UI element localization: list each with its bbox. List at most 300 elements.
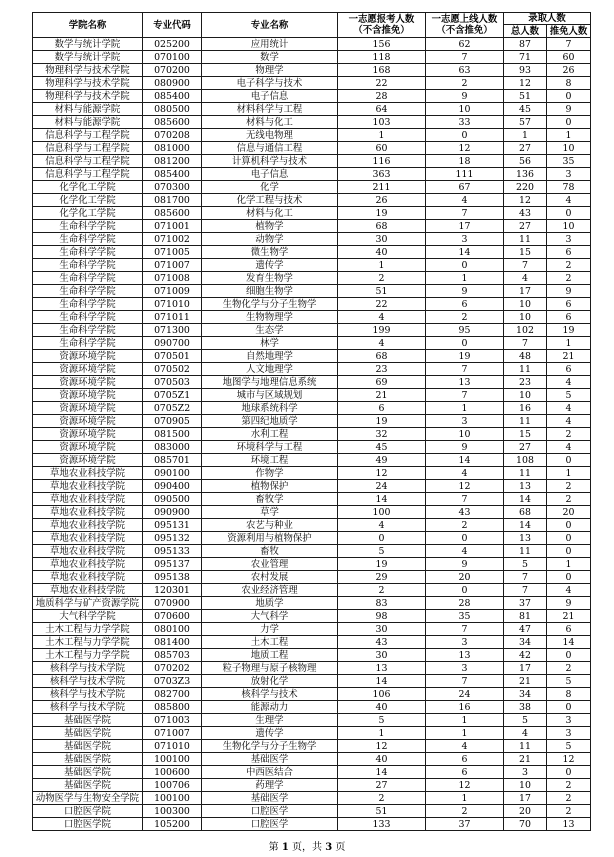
cell-major: 动物学 [202,233,338,246]
cell-admitted-total: 47 [504,623,547,636]
cell-qualified: 7 [426,207,504,220]
cell-major: 植物学 [202,220,338,233]
header-major: 专业名称 [202,13,338,38]
cell-admitted-exempt: 9 [547,597,591,610]
table-row [33,116,591,129]
cell-admitted-total: 16 [504,402,547,415]
cell-code: 090500 [143,493,202,506]
cell-admitted-exempt: 0 [547,649,591,662]
cell-qualified: 13 [426,649,504,662]
cell-admitted-exempt: 5 [547,740,591,753]
cell-applicants: 12 [338,740,426,753]
cell-code: 070900 [143,597,202,610]
cell-applicants: 199 [338,324,426,337]
cell-admitted-exempt: 2 [547,428,591,441]
cell-admitted-total: 11 [504,545,547,558]
cell-admitted-total: 17 [504,662,547,675]
table-row [33,311,591,324]
cell-college: 资源环境学院 [33,428,143,441]
cell-admitted-exempt: 0 [547,766,591,779]
cell-qualified: 1 [426,792,504,805]
cell-admitted-exempt: 21 [547,350,591,363]
cell-major: 口腔医学 [202,805,338,818]
cell-college: 生命科学学院 [33,311,143,324]
cell-admitted-total: 45 [504,103,547,116]
cell-college: 核科学与技术学院 [33,662,143,675]
cell-major: 遗传学 [202,259,338,272]
table-row [33,298,591,311]
table-row [33,506,591,519]
cell-major: 粒子物理与原子核物理 [202,662,338,675]
cell-major: 能源动力 [202,701,338,714]
cell-major: 核科学与技术 [202,688,338,701]
cell-code: 071007 [143,259,202,272]
cell-qualified: 0 [426,259,504,272]
cell-admitted-exempt: 3 [547,727,591,740]
cell-qualified: 13 [426,376,504,389]
cell-qualified: 20 [426,571,504,584]
cell-code: 085600 [143,116,202,129]
cell-admitted-total: 93 [504,64,547,77]
cell-college: 资源环境学院 [33,415,143,428]
cell-qualified: 10 [426,103,504,116]
cell-code: 081500 [143,428,202,441]
cell-college: 物理科学与技术学院 [33,64,143,77]
cell-admitted-total: 11 [504,233,547,246]
table-row [33,571,591,584]
cell-college: 草地农业科技学院 [33,493,143,506]
table-row [33,623,591,636]
cell-major: 资源利用与植物保护 [202,532,338,545]
table-row [33,233,591,246]
cell-admitted-exempt: 2 [547,480,591,493]
cell-code: 070202 [143,662,202,675]
cell-admitted-exempt: 10 [547,142,591,155]
cell-admitted-exempt: 3 [547,168,591,181]
table-row [33,142,591,155]
cell-college: 口腔医学院 [33,805,143,818]
cell-admitted-total: 7 [504,259,547,272]
cell-major: 生理学 [202,714,338,727]
cell-admitted-total: 11 [504,363,547,376]
cell-applicants: 27 [338,779,426,792]
cell-admitted-exempt: 6 [547,623,591,636]
cell-major: 地质学 [202,597,338,610]
cell-admitted-total: 5 [504,714,547,727]
cell-applicants: 14 [338,766,426,779]
cell-college: 数学与统计学院 [33,38,143,51]
page-number-current: 1 [281,842,289,853]
table-row [33,662,591,675]
cell-qualified: 1 [426,727,504,740]
cell-admitted-total: 220 [504,181,547,194]
header-college: 学院名称 [33,13,143,38]
cell-admitted-total: 10 [504,298,547,311]
cell-qualified: 0 [426,532,504,545]
cell-qualified: 111 [426,168,504,181]
cell-major: 林学 [202,337,338,350]
cell-college: 资源环境学院 [33,363,143,376]
cell-major: 农村发展 [202,571,338,584]
table-row [33,688,591,701]
cell-college: 基础医学院 [33,766,143,779]
cell-code: 105200 [143,818,202,831]
cell-qualified: 9 [426,441,504,454]
header-row-top [33,13,591,25]
cell-applicants: 19 [338,415,426,428]
cell-code: 071005 [143,246,202,259]
cell-admitted-total: 108 [504,454,547,467]
cell-major: 生态学 [202,324,338,337]
cell-major: 大气科学 [202,610,338,623]
cell-college: 基础医学院 [33,727,143,740]
cell-major: 药理学 [202,779,338,792]
cell-code: 071002 [143,233,202,246]
cell-applicants: 118 [338,51,426,64]
cell-admitted-exempt: 12 [547,753,591,766]
cell-code: 085800 [143,701,202,714]
cell-college: 生命科学学院 [33,246,143,259]
cell-admitted-total: 11 [504,467,547,480]
cell-applicants: 51 [338,285,426,298]
cell-admitted-total: 21 [504,675,547,688]
cell-qualified: 37 [426,818,504,831]
cell-admitted-total: 4 [504,272,547,285]
table-row [33,194,591,207]
cell-applicants: 30 [338,623,426,636]
header-applicants-line2: （不含推免） [353,25,410,36]
table-row [33,597,591,610]
table-row [33,636,591,649]
cell-code: 085400 [143,168,202,181]
cell-major: 电子信息 [202,168,338,181]
page-number-total: 3 [325,842,333,853]
cell-major: 化学 [202,181,338,194]
cell-admitted-exempt: 2 [547,792,591,805]
page-footer [0,842,614,854]
table-row [33,129,591,142]
cell-applicants: 1 [338,129,426,142]
cell-applicants: 22 [338,298,426,311]
cell-major: 生物物理学 [202,311,338,324]
cell-major: 畜牧学 [202,493,338,506]
cell-major: 环境科学与工程 [202,441,338,454]
cell-college: 资源环境学院 [33,454,143,467]
table-row [33,103,591,116]
table-body [33,38,591,831]
cell-admitted-exempt: 4 [547,402,591,415]
cell-applicants: 30 [338,233,426,246]
table-row [33,64,591,77]
cell-code: 120301 [143,584,202,597]
cell-admitted-exempt: 60 [547,51,591,64]
cell-major: 材料与化工 [202,116,338,129]
cell-qualified: 4 [426,545,504,558]
cell-applicants: 45 [338,441,426,454]
cell-college: 基础医学院 [33,753,143,766]
cell-admitted-total: 17 [504,792,547,805]
cell-admitted-total: 13 [504,532,547,545]
cell-major: 电子科学与技术 [202,77,338,90]
cell-admitted-exempt: 20 [547,506,591,519]
cell-applicants: 60 [338,142,426,155]
cell-qualified: 1 [426,714,504,727]
cell-major: 无线电物理 [202,129,338,142]
cell-code: 071010 [143,740,202,753]
cell-qualified: 6 [426,766,504,779]
cell-code: 085600 [143,207,202,220]
cell-major: 农艺与种业 [202,519,338,532]
cell-college: 口腔医学院 [33,818,143,831]
cell-qualified: 6 [426,753,504,766]
cell-college: 基础医学院 [33,740,143,753]
cell-admitted-exempt: 9 [547,285,591,298]
cell-college: 资源环境学院 [33,350,143,363]
cell-admitted-total: 14 [504,493,547,506]
cell-major: 水利工程 [202,428,338,441]
cell-code: 082700 [143,688,202,701]
cell-qualified: 43 [426,506,504,519]
cell-applicants: 5 [338,545,426,558]
cell-admitted-total: 17 [504,285,547,298]
cell-applicants: 363 [338,168,426,181]
cell-applicants: 51 [338,805,426,818]
cell-qualified: 1 [426,272,504,285]
cell-admitted-total: 56 [504,155,547,168]
cell-qualified: 2 [426,805,504,818]
cell-college: 材料与能源学院 [33,103,143,116]
cell-admitted-exempt: 2 [547,662,591,675]
cell-admitted-total: 3 [504,766,547,779]
cell-admitted-total: 10 [504,779,547,792]
table-row [33,740,591,753]
cell-applicants: 30 [338,649,426,662]
cell-qualified: 12 [426,779,504,792]
cell-code: 071011 [143,311,202,324]
cell-qualified: 7 [426,51,504,64]
table-row [33,155,591,168]
cell-college: 生命科学学院 [33,324,143,337]
table-row [33,51,591,64]
cell-qualified: 6 [426,298,504,311]
cell-major: 计算机科学与技术 [202,155,338,168]
cell-code: 080100 [143,623,202,636]
table-row [33,272,591,285]
cell-applicants: 26 [338,194,426,207]
cell-applicants: 98 [338,610,426,623]
cell-college: 土木工程与力学学院 [33,623,143,636]
cell-admitted-exempt: 4 [547,415,591,428]
cell-major: 遗传学 [202,727,338,740]
cell-college: 草地农业科技学院 [33,584,143,597]
cell-major: 农业管理 [202,558,338,571]
cell-college: 信息科学与工程学院 [33,168,143,181]
cell-qualified: 24 [426,688,504,701]
table-row [33,727,591,740]
cell-code: 071300 [143,324,202,337]
cell-applicants: 2 [338,792,426,805]
cell-admitted-exempt: 35 [547,155,591,168]
cell-admitted-exempt: 5 [547,389,591,402]
cell-qualified: 67 [426,181,504,194]
table-row [33,38,591,51]
header-qualified [426,13,504,38]
cell-admitted-total: 5 [504,558,547,571]
cell-code: 071010 [143,298,202,311]
cell-college: 生命科学学院 [33,285,143,298]
table-row [33,467,591,480]
cell-code: 090900 [143,506,202,519]
cell-applicants: 69 [338,376,426,389]
cell-admitted-total: 15 [504,246,547,259]
table-row [33,779,591,792]
cell-admitted-total: 4 [504,727,547,740]
cell-major: 畜牧 [202,545,338,558]
cell-code: 090700 [143,337,202,350]
cell-admitted-exempt: 8 [547,77,591,90]
cell-major: 化学工程与技术 [202,194,338,207]
cell-major: 基础医学 [202,792,338,805]
cell-applicants: 19 [338,207,426,220]
header-code: 专业代码 [143,13,202,38]
cell-admitted-total: 27 [504,441,547,454]
cell-major: 生物化学与分子生物学 [202,298,338,311]
table-row [33,584,591,597]
cell-code: 100300 [143,805,202,818]
table-row [33,532,591,545]
cell-admitted-exempt: 19 [547,324,591,337]
cell-admitted-exempt: 0 [547,532,591,545]
cell-applicants: 12 [338,467,426,480]
cell-admitted-exempt: 21 [547,610,591,623]
cell-applicants: 13 [338,662,426,675]
cell-admitted-total: 43 [504,207,547,220]
cell-admitted-exempt: 1 [547,558,591,571]
cell-code: 090400 [143,480,202,493]
cell-major: 城市与区域规划 [202,389,338,402]
cell-qualified: 35 [426,610,504,623]
table-row [33,714,591,727]
cell-applicants: 106 [338,688,426,701]
cell-qualified: 33 [426,116,504,129]
cell-code: 070200 [143,64,202,77]
cell-applicants: 4 [338,311,426,324]
cell-admitted-exempt: 1 [547,129,591,142]
cell-college: 生命科学学院 [33,298,143,311]
cell-college: 地质科学与矿产资源学院 [33,597,143,610]
cell-code: 025200 [143,38,202,51]
cell-applicants: 64 [338,103,426,116]
cell-qualified: 0 [426,584,504,597]
cell-applicants: 29 [338,571,426,584]
cell-college: 生命科学学院 [33,259,143,272]
cell-admitted-exempt: 0 [547,571,591,584]
cell-major: 细胞生物学 [202,285,338,298]
cell-applicants: 1 [338,727,426,740]
cell-qualified: 18 [426,155,504,168]
cell-admitted-exempt: 4 [547,376,591,389]
cell-admitted-total: 81 [504,610,547,623]
cell-major: 地图学与地理信息系统 [202,376,338,389]
cell-applicants: 103 [338,116,426,129]
cell-admitted-exempt: 26 [547,64,591,77]
cell-admitted-total: 27 [504,220,547,233]
cell-admitted-exempt: 2 [547,779,591,792]
cell-qualified: 2 [426,519,504,532]
cell-major: 电子信息 [202,90,338,103]
cell-applicants: 2 [338,584,426,597]
cell-code: 071007 [143,727,202,740]
cell-qualified: 4 [426,194,504,207]
cell-major: 基础医学 [202,753,338,766]
cell-admitted-total: 51 [504,90,547,103]
cell-major: 生物化学与分子生物学 [202,740,338,753]
admission-table [32,12,591,831]
cell-qualified: 7 [426,675,504,688]
cell-applicants: 211 [338,181,426,194]
cell-code: 080900 [143,77,202,90]
cell-college: 核科学与技术学院 [33,688,143,701]
header-applicants [338,13,426,38]
cell-admitted-total: 12 [504,77,547,90]
cell-admitted-total: 14 [504,519,547,532]
table-row [33,441,591,454]
cell-major: 中西医结合 [202,766,338,779]
header-applicants-line1: 一志愿报考人数 [348,14,415,25]
cell-major: 信息与通信工程 [202,142,338,155]
cell-major: 地球系统科学 [202,402,338,415]
cell-admitted-total: 13 [504,480,547,493]
cell-code: 081400 [143,636,202,649]
cell-applicants: 40 [338,246,426,259]
table-row [33,545,591,558]
cell-major: 微生物学 [202,246,338,259]
cell-admitted-total: 102 [504,324,547,337]
cell-admitted-total: 70 [504,818,547,831]
table-row [33,454,591,467]
cell-admitted-total: 57 [504,116,547,129]
cell-admitted-total: 15 [504,428,547,441]
cell-college: 资源环境学院 [33,389,143,402]
cell-admitted-exempt: 6 [547,246,591,259]
cell-code: 090100 [143,467,202,480]
cell-code: 071003 [143,714,202,727]
cell-admitted-total: 34 [504,688,547,701]
cell-admitted-exempt: 14 [547,636,591,649]
cell-admitted-exempt: 4 [547,441,591,454]
header-admitted: 录取人数 [504,13,591,25]
cell-qualified: 1 [426,402,504,415]
table-row [33,792,591,805]
cell-admitted-exempt: 6 [547,363,591,376]
cell-code: 100100 [143,792,202,805]
cell-admitted-exempt: 4 [547,584,591,597]
table-row [33,259,591,272]
cell-code: 085701 [143,454,202,467]
cell-admitted-total: 136 [504,168,547,181]
cell-applicants: 49 [338,454,426,467]
cell-code: 070100 [143,51,202,64]
cell-admitted-exempt: 8 [547,688,591,701]
cell-admitted-total: 34 [504,636,547,649]
cell-college: 信息科学与工程学院 [33,129,143,142]
cell-qualified: 2 [426,77,504,90]
cell-college: 动物医学与生物安全学院 [33,792,143,805]
cell-qualified: 7 [426,623,504,636]
cell-qualified: 95 [426,324,504,337]
table-row [33,220,591,233]
cell-qualified: 16 [426,701,504,714]
